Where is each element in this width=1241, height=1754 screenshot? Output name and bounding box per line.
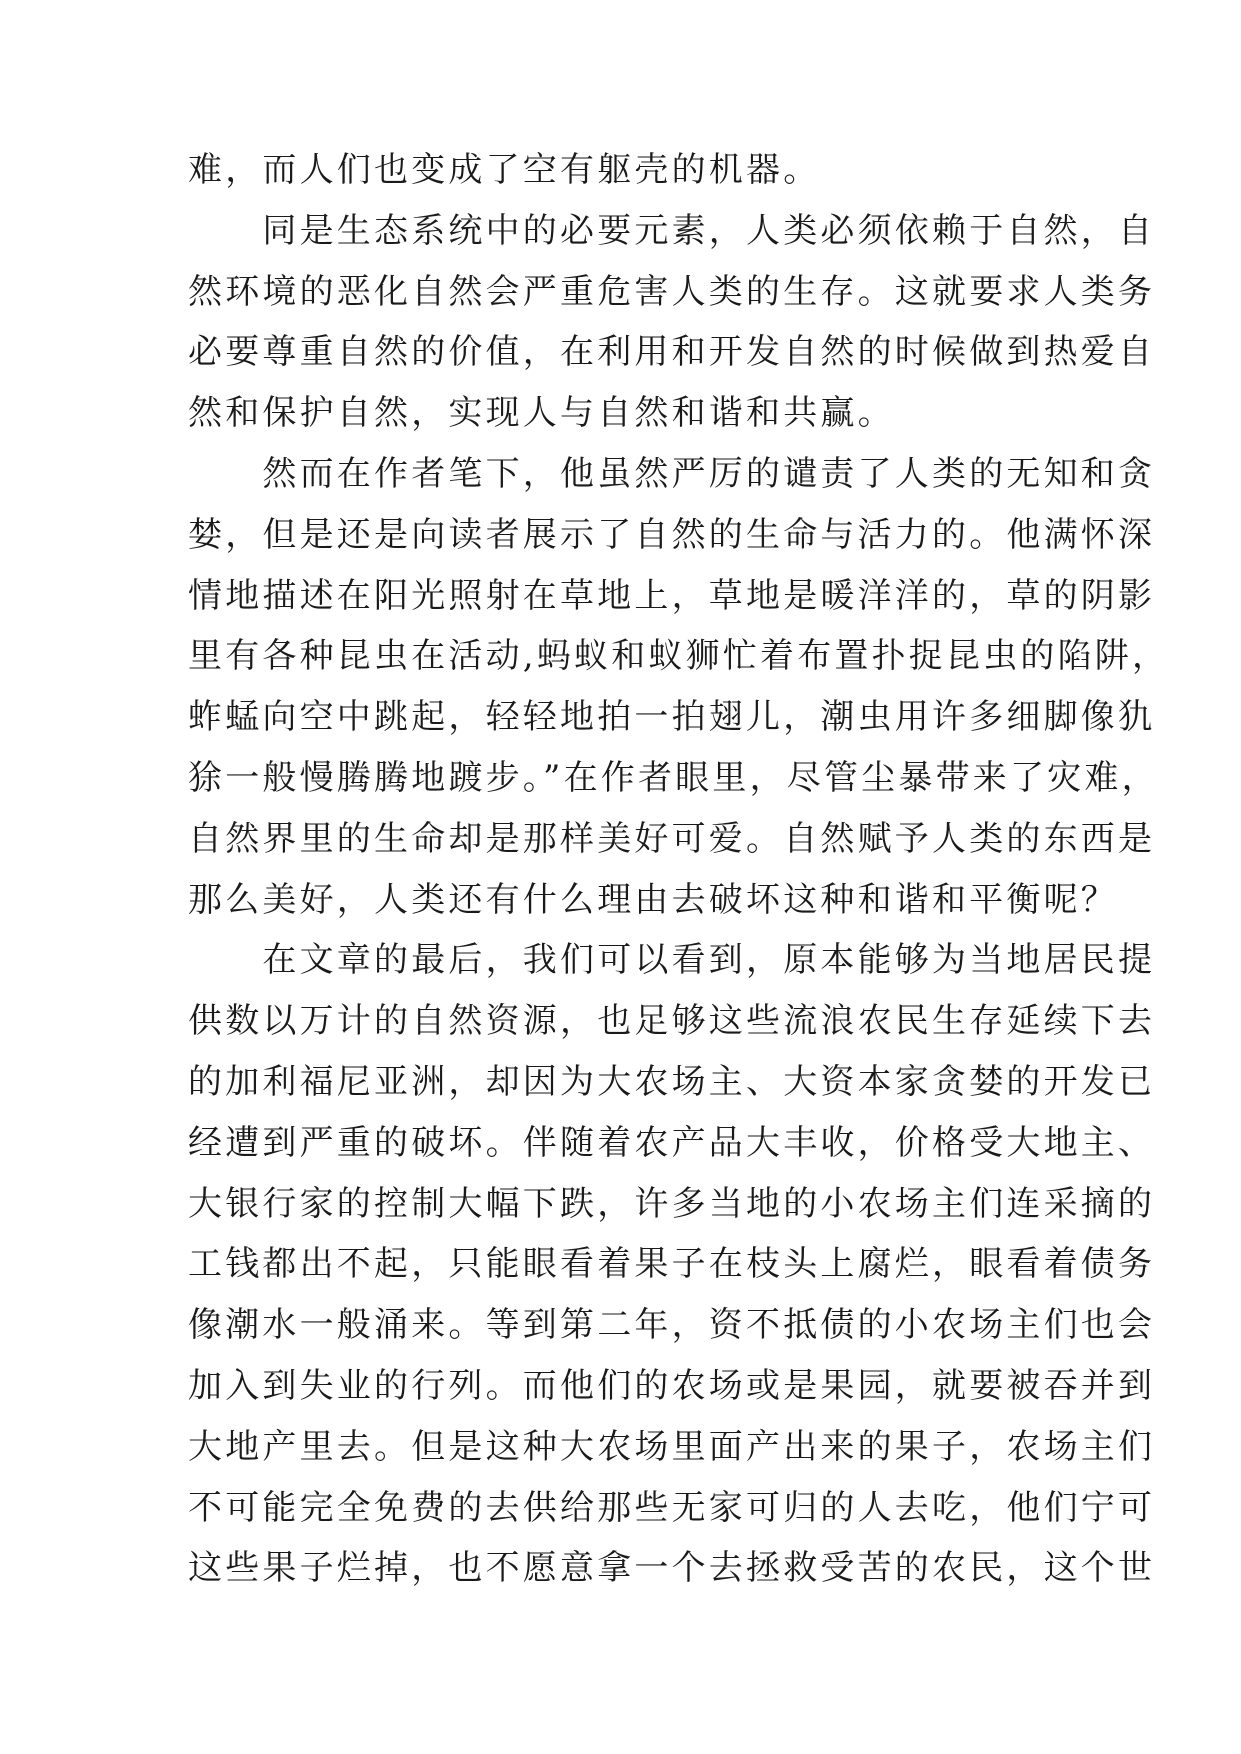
text-line: 工钱都出不起，只能眼看着果子在枝头上腐烂，眼看着债务 (188, 1244, 1156, 1285)
text-line: 然而在作者笔下，他虽然严厉的谴责了人类的无知和贪 (188, 453, 1156, 494)
text-line: 蚱蜢向空中跳起，轻轻地拍一拍翅儿，潮虫用许多细脚像犰 (188, 697, 1156, 738)
text-line: 像潮水一般涌来。等到第二年，资不抵债的小农场主们也会 (188, 1305, 1156, 1346)
text-line: 必要尊重自然的价值，在利用和开发自然的时候做到热爱自 (188, 332, 1156, 373)
text-line: 这些果子烂掉，也不愿意拿一个去拯救受苦的农民，这个世 (188, 1548, 1156, 1589)
text-line: 加入到失业的行列。而他们的农场或是果园，就要被吞并到 (188, 1365, 1156, 1406)
text-line: 大银行家的控制大幅下跌，许多当地的小农场主们连采摘的 (188, 1183, 1156, 1224)
document-body (188, 140, 1170, 1599)
text-line: 自然界里的生命却是那样美好可爱。自然赋予人类的东西是 (188, 818, 1156, 859)
text-line: 在文章的最后，我们可以看到，原本能够为当地居民提 (188, 940, 1156, 981)
text-line: 婪，但是还是向读者展示了自然的生命与活力的。他满怀深 (188, 514, 1156, 555)
text-line: 里有各种昆虫在活动,蚂蚁和蚁狮忙着布置扑捉昆虫的陷阱， (188, 636, 1170, 677)
text-line: 然环境的恶化自然会严重危害人类的生存。这就要求人类务 (188, 271, 1156, 312)
text-line: 大地产里去。但是这种大农场里面产出来的果子，农场主们 (188, 1426, 1156, 1467)
text-line: 的加利福尼亚洲，却因为大农场主、大资本家贪婪的开发已 (188, 1061, 1156, 1102)
text-line: 不可能完全免费的去供给那些无家可归的人去吃，他们宁可 (188, 1487, 1156, 1528)
text-line: 难，而人们也变成了空有躯壳的机器。 (188, 150, 821, 190)
text-line: 供数以万计的自然资源，也足够这些流浪农民生存延续下去 (188, 1001, 1156, 1042)
text-line: 经遭到严重的破坏。伴随着农产品大丰收，价格受大地主、 (188, 1122, 1156, 1163)
text-line: 然和保护自然，实现人与自然和谐和共赢。 (188, 393, 895, 434)
text-line: 那么美好，人类还有什么理由去破坏这种和谐和平衡呢？ (188, 879, 1118, 920)
text-line: 情地描述在阳光照射在草地上，草地是暖洋洋的，草的阴影 (188, 575, 1156, 616)
text-line: 狳一般慢腾腾地踱步。”在作者眼里，尽管尘暴带来了灾难， (188, 757, 1159, 798)
text-line: 同是生态系统中的必要元素，人类必须依赖于自然，自 (188, 210, 1156, 251)
